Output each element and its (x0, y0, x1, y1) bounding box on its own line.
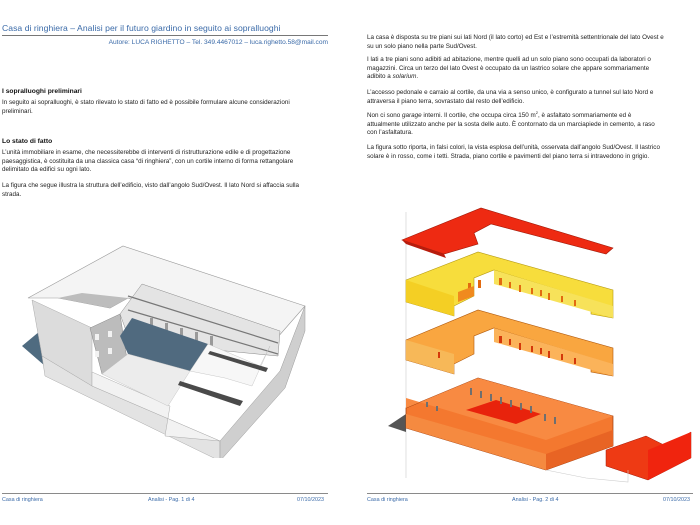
page-2 (352, 0, 700, 525)
paragraph-accesso (367, 89, 687, 106)
paragraph-lati (367, 56, 687, 82)
text-line: solare è in rosso, come i tetti. Strada, piano cortile e pavimenti del piano terra si intravedono in grigio. (367, 152, 650, 160)
footer-divider (367, 493, 693, 494)
paragraph-unita-immobiliare (2, 149, 332, 175)
paragraph-disposizione (367, 34, 687, 51)
text-line: magazzini. Circa un terzo del lato Ovest è occupato da un lastrico solare che appare sommariamente (367, 64, 650, 72)
text-line: La figura che segue illustra la struttura dell’edificio, visto dall’angolo Sud/Ovest. Il lato Nord si affaccia sulla (2, 182, 300, 189)
paragraph-figura-esplosa (367, 144, 687, 161)
text-line: La casa è disposta su tre piani sui lati Nord (il lato corto) ed Est e l’estremità settentrionale del lato Ovest e (367, 34, 664, 41)
text-line: In seguito ai sopralluoghi, è stato rilevato lo stato di fatto ed è possibile formulare alcune considerazioni (2, 99, 290, 106)
footer-left: Casa di ringhiera (367, 497, 408, 503)
text-line: su un solo piano nella parte Sud/Ovest. (367, 42, 477, 50)
text-line: con l’asfaltatura. (367, 129, 413, 137)
text-line: attraversa il piano terra, sovrastato dal resto dell’edificio. (367, 97, 525, 105)
text-line: I lati a tre piani sono adibiti ad abitazione, mentre quelli ad un solo piano sono occupati da laboratori o (367, 56, 651, 63)
footer-center: Analisi - Pag. 2 di 4 (512, 497, 559, 503)
text-line: La figura sotto riporta, in falsi colori, la vista esplosa dell’unità, osservata dall’angolo Sud/Ovest. Il lastrico (367, 144, 660, 151)
text-line: delimitato da edifici su ogni lato. (2, 166, 92, 174)
text-line: adibito a solarium. (367, 73, 419, 81)
heading-sopralluoghi: I sopralluoghi preliminari (2, 88, 82, 95)
text-line: paesaggistica, è costituita da una classica casa “di ringhiera”, con un cortile interno di forma rettangolare (2, 157, 294, 165)
text-line: L’unità immobiliare in esame, che necessiterebbe di interventi di ristrutturazione edile e di progettazione (2, 149, 291, 156)
footer-right: 07/10/2023 (297, 497, 324, 503)
footer-center: Analisi - Pag. 1 di 4 (148, 497, 195, 503)
paragraph-sopralluoghi (2, 99, 332, 116)
author-line: Autore: LUCA RIGHETTO – Tel. 349.4467012 – luca.righetto.58@mail.com (108, 39, 328, 46)
paragraph-figura (2, 182, 332, 199)
text-line: L’accesso pedonale e carraio al cortile, da una via a senso unico, è configurato a tunnel sul lato Nord e (367, 89, 654, 96)
text-line: attualmente utilizzato anche per la sosta delle auto. È contornato da un marciapiede in cemento, a raso (367, 120, 655, 128)
text-line: preliminari. (2, 107, 33, 115)
heading-stato-di-fatto: Lo stato di fatto (2, 138, 53, 145)
terrace-layer (606, 432, 691, 480)
footer-divider (2, 493, 328, 494)
text-line: Non ci sono garage interni. Il cortile, che occupa circa 150 $m^2$, è asfaltato sommariamente ed è (367, 109, 632, 119)
first-floor-layer (406, 310, 613, 376)
second-floor-layer (406, 252, 613, 318)
building-3d-figure (20, 236, 320, 458)
paragraph-cortile (367, 109, 687, 138)
exploded-view-figure (366, 188, 700, 484)
footer-right: 07/10/2023 (663, 497, 690, 503)
ground-floor-layer (388, 378, 613, 470)
footer-left: Casa di ringhiera (2, 497, 43, 503)
document-title: Casa di ringhiera – Analisi per il futuro giardino in seguito ai sopralluoghi (2, 23, 328, 36)
roof-layer (402, 208, 613, 258)
text-line: strada. (2, 190, 22, 198)
